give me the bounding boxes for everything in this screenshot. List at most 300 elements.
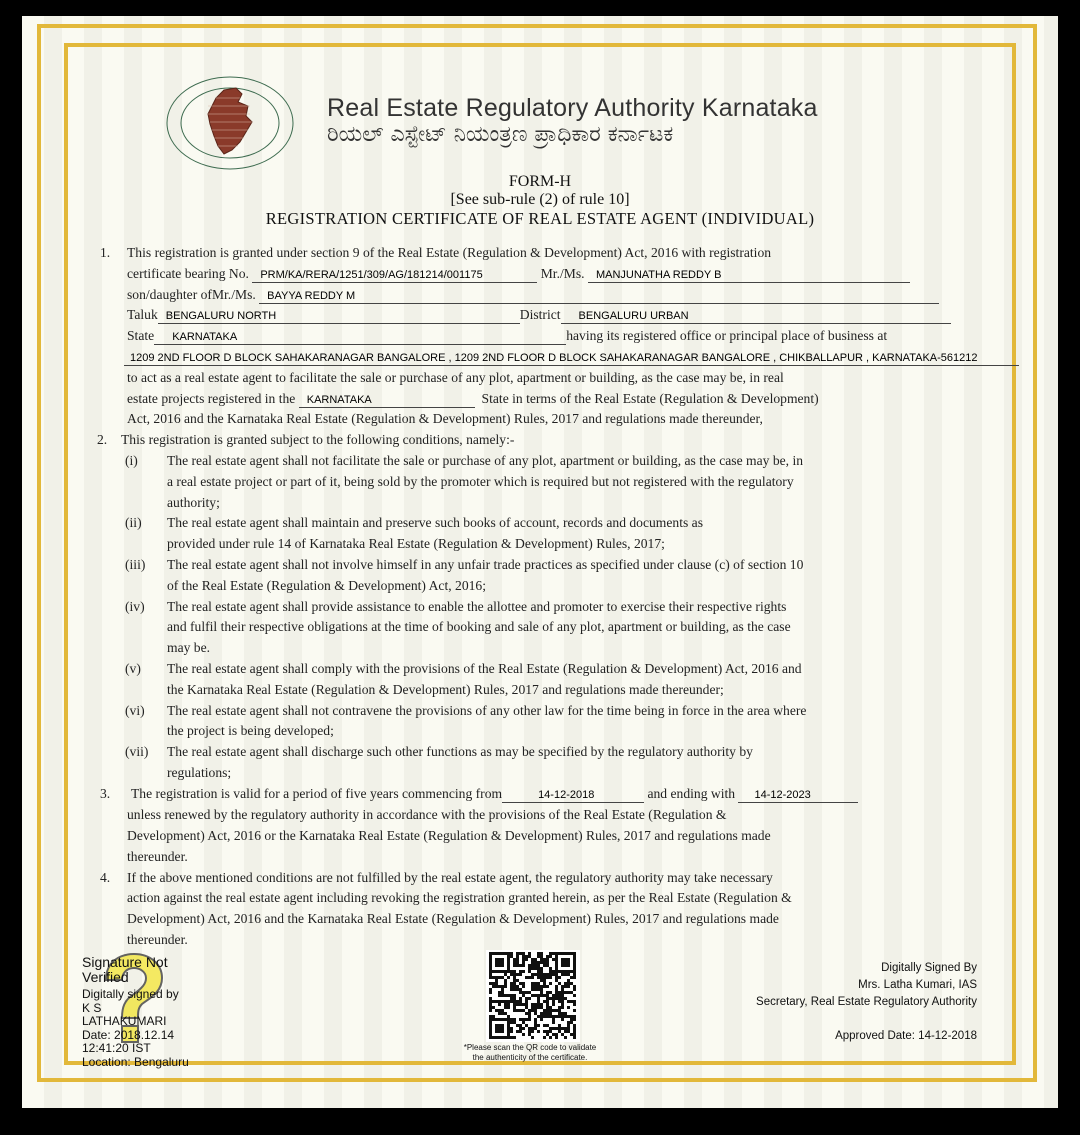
agent-name-field: MANJUNATHA REDDY B <box>588 269 910 283</box>
condition-number: (ii) <box>125 515 142 531</box>
signature-location: Location: Bengaluru <box>82 1054 189 1069</box>
qr-module <box>507 1015 510 1018</box>
qr-module <box>531 961 534 964</box>
qr-module <box>495 979 498 982</box>
qr-module <box>537 955 540 958</box>
qr-module <box>507 958 510 961</box>
qr-module <box>489 1000 492 1003</box>
qr-module <box>489 967 492 970</box>
qr-module <box>528 1033 531 1036</box>
qr-module <box>531 988 534 991</box>
qr-module <box>522 970 525 973</box>
qr-module <box>504 970 507 973</box>
qr-module <box>498 958 501 961</box>
qr-module <box>564 982 567 985</box>
qr-module <box>495 985 498 988</box>
qr-module <box>549 970 552 973</box>
qr-module <box>567 970 570 973</box>
qr-module <box>561 973 564 976</box>
label: having its registered office or principal place of business at <box>566 328 888 343</box>
qr-module <box>501 1012 504 1015</box>
qr-module <box>540 1006 543 1009</box>
qr-module <box>573 1003 576 1006</box>
signature-time: 12:41:20 IST <box>82 1041 151 1055</box>
qr-module <box>534 1024 537 1027</box>
qr-module <box>528 991 531 994</box>
qr-module <box>549 1006 552 1009</box>
clause-number: 2. <box>97 432 108 447</box>
condition-text: The real estate agent shall provide assistance to enable the allottee and promoter to exercise their respective rights <box>167 598 787 614</box>
district-field: BENGALURU URBAN <box>561 310 951 324</box>
qr-module <box>489 997 492 1000</box>
qr-module <box>507 1036 510 1039</box>
qr-module <box>516 985 519 988</box>
qr-module <box>498 1036 501 1039</box>
qr-module <box>510 1000 513 1003</box>
qr-module <box>498 961 501 964</box>
clause-text-line <box>127 305 951 326</box>
qr-module <box>519 1027 522 1030</box>
qr-module <box>549 973 552 976</box>
qr-module <box>546 985 549 988</box>
qr-module <box>570 1015 573 1018</box>
qr-module <box>498 1009 501 1012</box>
qr-module <box>510 1030 513 1033</box>
qr-module <box>501 1036 504 1039</box>
qr-module <box>513 1021 516 1024</box>
label: Taluk <box>127 307 158 322</box>
qr-module <box>495 1036 498 1039</box>
qr-module <box>489 1030 492 1033</box>
qr-module <box>555 964 558 967</box>
condition-text: provided under rule 14 of Karnataka Real Estate (Regulation & Development) Rules, 2017; <box>167 536 665 552</box>
digital-signature-left <box>82 955 189 1069</box>
qr-module <box>519 988 522 991</box>
qr-module <box>573 985 576 988</box>
qr-module <box>552 1018 555 1021</box>
authority-title-english: Real Estate Regulatory Authority Karnataka <box>327 94 818 122</box>
digital-signature-right <box>756 960 977 1045</box>
form-subrule: [See sub-rule (2) of rule 10] <box>450 191 630 208</box>
qr-module <box>501 1018 504 1021</box>
qr-module <box>573 973 576 976</box>
qr-module <box>561 997 564 1000</box>
qr-module <box>573 1015 576 1018</box>
qr-module <box>501 1000 504 1003</box>
qr-module <box>528 967 531 970</box>
qr-module <box>516 1003 519 1006</box>
qr-module <box>537 1000 540 1003</box>
qr-module <box>546 1009 549 1012</box>
qr-module <box>573 958 576 961</box>
qr-module <box>513 973 516 976</box>
qr-module <box>513 1036 516 1039</box>
condition-number: (i) <box>125 453 138 468</box>
qr-module <box>522 985 525 988</box>
clause-text-line <box>127 389 819 410</box>
qr-module <box>567 973 570 976</box>
qr-module <box>534 982 537 985</box>
qr-module <box>570 970 573 973</box>
condition-text: The real estate agent shall not contravene the provisions of any other law for the time being in force in the area where <box>167 702 807 718</box>
condition-text: The real estate agent shall maintain and preserve such books of account, records and documents as <box>167 515 704 531</box>
qr-module <box>564 985 567 988</box>
qr-module <box>567 961 570 964</box>
qr-module <box>501 970 504 973</box>
clause-text: Act, 2016 and the Karnataka Real Estate (Regulation & Development) Rules, 2017 and regulations made thereunder, <box>127 411 763 426</box>
qr-module <box>504 952 507 955</box>
qr-module <box>534 1009 537 1012</box>
qr-module <box>570 1000 573 1003</box>
qr-module <box>570 982 573 985</box>
condition-number: (v) <box>125 661 141 676</box>
qr-module <box>552 1009 555 1012</box>
qr-module <box>489 1021 492 1024</box>
qr-module <box>537 1024 540 1027</box>
qr-module <box>528 976 531 979</box>
registration-number-field: PRM/KA/RERA/1251/309/AG/181214/001175 <box>252 269 537 283</box>
label: Mr./Ms. <box>540 266 585 281</box>
qr-module <box>489 1024 492 1027</box>
qr-module <box>558 970 561 973</box>
qr-note <box>430 1043 630 1063</box>
clause-text: thereunder. <box>127 932 188 947</box>
qr-module <box>549 997 552 1000</box>
qr-module <box>522 964 525 967</box>
qr-module <box>513 1018 516 1021</box>
qr-module <box>561 988 564 991</box>
qr-module <box>570 1018 573 1021</box>
qr-module <box>540 1015 543 1018</box>
qr-module <box>528 952 531 955</box>
clause-text-line <box>127 264 910 285</box>
qr-module <box>489 1018 492 1021</box>
qr-module <box>495 976 498 979</box>
qr-module <box>555 952 558 955</box>
qr-module <box>492 982 495 985</box>
qr-module <box>540 961 543 964</box>
qr-module <box>510 985 513 988</box>
qr-module <box>561 970 564 973</box>
qr-module <box>552 1021 555 1024</box>
qr-module <box>489 988 492 991</box>
qr-module <box>531 1006 534 1009</box>
qr-module <box>516 1030 519 1033</box>
signature-status: Signature Not Verified <box>82 954 168 985</box>
qr-module <box>573 1018 576 1021</box>
qr-module <box>504 973 507 976</box>
qr-module <box>516 952 519 955</box>
qr-module <box>516 961 519 964</box>
clause-number: 3. <box>100 786 111 801</box>
qr-module <box>525 1024 528 1027</box>
signature-line: Digitally signed by <box>82 987 179 1001</box>
qr-module <box>504 994 507 997</box>
qr-module <box>516 979 519 982</box>
qr-module <box>492 1036 495 1039</box>
qr-module <box>540 988 543 991</box>
signatory-designation: Secretary, Real Estate Regulatory Authority <box>756 996 977 1008</box>
qr-module <box>573 952 576 955</box>
qr-module <box>522 1027 525 1030</box>
qr-module <box>519 1009 522 1012</box>
qr-module <box>489 964 492 967</box>
qr-module <box>552 1033 555 1036</box>
qr-module <box>552 1000 555 1003</box>
qr-module <box>570 952 573 955</box>
qr-module <box>510 997 513 1000</box>
qr-module <box>534 1018 537 1021</box>
qr-module <box>549 1009 552 1012</box>
qr-module <box>558 1009 561 1012</box>
qr-module <box>573 967 576 970</box>
qr-module <box>537 982 540 985</box>
qr-module <box>507 1033 510 1036</box>
qr-module <box>522 994 525 997</box>
qr-module <box>555 994 558 997</box>
qr-module <box>522 952 525 955</box>
qr-module <box>501 991 504 994</box>
qr-module <box>519 991 522 994</box>
qr-module <box>528 1015 531 1018</box>
qr-module <box>537 1030 540 1033</box>
qr-code[interactable] <box>486 950 580 1042</box>
qr-module <box>537 964 540 967</box>
condition-text: authority; <box>167 494 220 510</box>
qr-module <box>543 1000 546 1003</box>
qr-module <box>555 955 558 958</box>
qr-module <box>546 991 549 994</box>
qr-module <box>513 982 516 985</box>
qr-module <box>507 955 510 958</box>
qr-module <box>540 985 543 988</box>
clause-text: unless renewed by the regulatory authority in accordance with the provisions of the Real Estate (Regulation & <box>127 807 727 822</box>
qr-module <box>552 1015 555 1018</box>
qr-module <box>492 1015 495 1018</box>
qr-module <box>522 991 525 994</box>
qr-module <box>525 955 528 958</box>
qr-module <box>537 976 540 979</box>
qr-module <box>507 1003 510 1006</box>
qr-module <box>549 1030 552 1033</box>
clause-text: to act as a real estate agent to facilitate the sale or purchase of any plot, apartment or building, as the case may be, in real <box>127 370 784 385</box>
qr-module <box>570 1033 573 1036</box>
qr-module <box>549 1027 552 1030</box>
qr-module <box>546 1012 549 1015</box>
label: The registration is valid for a period of five years commencing from <box>131 786 503 801</box>
qr-module <box>543 1024 546 1027</box>
qr-module <box>513 961 516 964</box>
label: District <box>519 307 561 322</box>
qr-module <box>534 1006 537 1009</box>
qr-module <box>510 970 513 973</box>
condition-text: The real estate agent shall not facilitate the sale or purchase of any plot, apartment or building, as the case may be, in <box>167 453 804 468</box>
qr-module <box>519 982 522 985</box>
qr-module <box>567 1027 570 1030</box>
qr-module <box>507 1024 510 1027</box>
qr-module <box>528 964 531 967</box>
condition-text: The real estate agent shall comply with the provisions of the Real Estate (Regulation & Development) Act, 2016 and <box>167 661 802 676</box>
qr-module <box>507 967 510 970</box>
qr-module <box>507 961 510 964</box>
qr-module <box>507 1027 510 1030</box>
qr-module <box>561 1006 564 1009</box>
qr-module <box>561 985 564 988</box>
qr-module <box>540 1018 543 1021</box>
clause-text-line <box>127 326 887 347</box>
qr-module <box>561 1015 564 1018</box>
qr-module <box>534 961 537 964</box>
qr-module <box>510 1018 513 1021</box>
qr-module <box>549 976 552 979</box>
condition-number: (vii) <box>125 744 149 760</box>
qr-module <box>558 1006 561 1009</box>
qr-module <box>492 1000 495 1003</box>
qr-module <box>570 991 573 994</box>
qr-module <box>513 979 516 982</box>
valid-to-field: 14-12-2023 <box>738 789 858 803</box>
qr-module <box>489 1006 492 1009</box>
qr-module <box>534 985 537 988</box>
condition-text: the Karnataka Real Estate (Regulation & Development) Rules, 2017 and regulations made thereunder; <box>167 681 724 697</box>
qr-module <box>489 958 492 961</box>
qr-module <box>534 1012 537 1015</box>
qr-module <box>525 997 528 1000</box>
qr-module <box>489 1027 492 1030</box>
condition-text: a real estate project or part of it, being sold by the promoter which is required but not registered with the regulatory <box>167 473 794 489</box>
qr-module <box>501 1024 504 1027</box>
qr-module <box>555 1009 558 1012</box>
qr-module <box>525 1003 528 1006</box>
signatory-name: Mrs. Latha Kumari, IAS <box>858 979 977 991</box>
qr-module <box>525 1012 528 1015</box>
qr-module <box>531 1030 534 1033</box>
qr-module <box>489 955 492 958</box>
qr-module <box>549 952 552 955</box>
qr-module <box>531 958 534 961</box>
qr-module <box>522 982 525 985</box>
qr-module <box>537 1015 540 1018</box>
qr-module <box>534 958 537 961</box>
qr-module <box>513 1003 516 1006</box>
qr-module <box>546 1006 549 1009</box>
qr-module <box>543 973 546 976</box>
qr-module <box>555 985 558 988</box>
qr-module <box>537 988 540 991</box>
qr-module <box>516 1000 519 1003</box>
qr-module <box>531 1009 534 1012</box>
qr-module <box>564 1036 567 1039</box>
qr-module <box>495 952 498 955</box>
qr-module <box>546 1024 549 1027</box>
authority-title-kannada: ರಿಯಲ್ ಎಸ್ಟೇಟ್ ನಿಯಂತ್ರಣ ಪ್ರಾಧಿಕಾರ ಕರ್ನಾಟಕ <box>327 122 674 147</box>
form-label: FORM-H <box>508 173 572 190</box>
qr-module <box>504 979 507 982</box>
qr-module <box>534 967 537 970</box>
qr-module <box>498 985 501 988</box>
parent-name-field: BAYYA REDDY M <box>259 290 939 304</box>
qr-module <box>495 1030 498 1033</box>
qr-module <box>540 958 543 961</box>
state-field: KARNATAKA <box>154 331 566 345</box>
qr-module <box>531 1036 534 1039</box>
qr-module <box>522 961 525 964</box>
qr-module <box>567 964 570 967</box>
qr-module <box>546 994 549 997</box>
qr-module <box>549 982 552 985</box>
label: State in terms of the Real Estate (Regulation & Development) <box>481 391 819 406</box>
qr-module <box>531 973 534 976</box>
qr-module <box>546 973 549 976</box>
qr-module <box>558 997 561 1000</box>
qr-module <box>513 988 516 991</box>
qr-module <box>561 958 564 961</box>
clause-number: 1. <box>100 245 111 260</box>
qr-module <box>546 1003 549 1006</box>
qr-module <box>540 976 543 979</box>
qr-module <box>507 1000 510 1003</box>
clause-text-line <box>124 347 1019 368</box>
qr-module <box>540 967 543 970</box>
qr-module <box>516 973 519 976</box>
qr-module <box>489 970 492 973</box>
qr-module <box>573 1030 576 1033</box>
qr-module <box>546 955 549 958</box>
qr-module <box>552 1003 555 1006</box>
qr-module <box>573 1036 576 1039</box>
qr-module <box>564 1015 567 1018</box>
condition-text: the project is being developed; <box>167 723 334 739</box>
qr-module <box>492 1006 495 1009</box>
qr-module <box>564 991 567 994</box>
rera-seal-logo <box>166 76 294 170</box>
qr-module <box>501 1027 504 1030</box>
qr-module <box>573 1024 576 1027</box>
qr-module <box>552 1027 555 1030</box>
qr-module <box>492 952 495 955</box>
qr-module <box>498 1012 501 1015</box>
qr-module <box>537 1006 540 1009</box>
qr-module <box>501 1009 504 1012</box>
qr-module <box>498 952 501 955</box>
qr-module <box>519 1018 522 1021</box>
qr-module <box>543 1030 546 1033</box>
qr-module <box>492 985 495 988</box>
qr-module <box>498 970 501 973</box>
qr-module <box>537 973 540 976</box>
qr-module <box>561 1033 564 1036</box>
qr-module <box>492 1018 495 1021</box>
qr-module <box>489 976 492 979</box>
qr-module <box>492 976 495 979</box>
qr-module <box>573 961 576 964</box>
label: State <box>127 328 155 343</box>
qr-module <box>489 973 492 976</box>
qr-module <box>528 1030 531 1033</box>
qr-module <box>573 994 576 997</box>
qr-module <box>522 1018 525 1021</box>
qr-module <box>567 1024 570 1027</box>
qr-module <box>528 1009 531 1012</box>
qr-module <box>543 1036 546 1039</box>
qr-module <box>573 1027 576 1030</box>
clause-number: 4. <box>100 870 111 885</box>
qr-module <box>549 1012 552 1015</box>
qr-module <box>552 994 555 997</box>
qr-module <box>501 976 504 979</box>
qr-module <box>510 1027 513 1030</box>
qr-module <box>525 1000 528 1003</box>
